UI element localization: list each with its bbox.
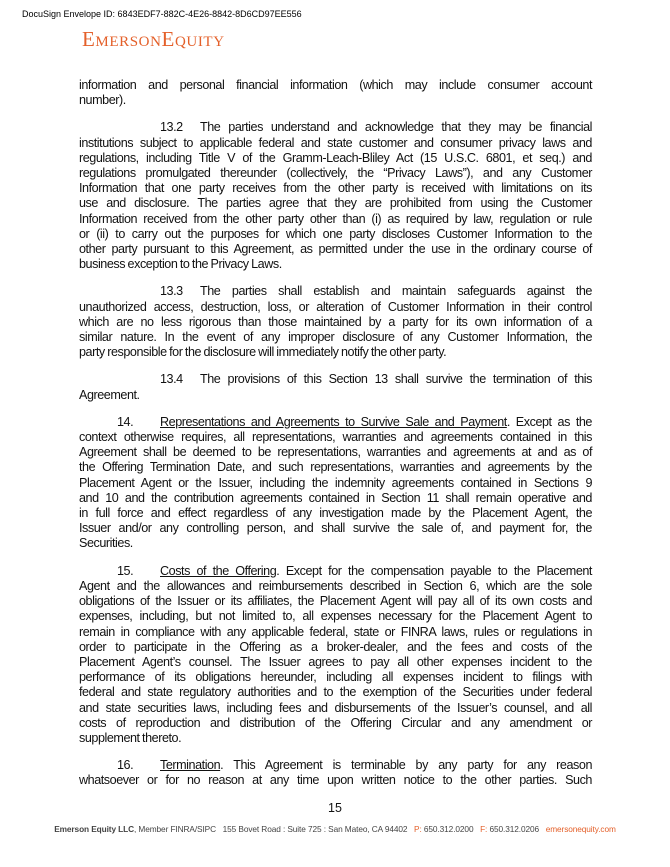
line-text: . Except for the compensation payable to the Placement: [276, 563, 592, 578]
docusign-envelope-id: DocuSign Envelope ID: 6843EDF7-882C-4E26-8842-8D6CD97EE556: [22, 9, 302, 19]
text-line: [79, 212, 592, 227]
text-line: [79, 731, 592, 746]
text-line: [79, 521, 592, 536]
line-text: which are no less rigorous than those maintained by a party for its own information of a: [79, 314, 592, 329]
text-line: [79, 372, 592, 387]
line-text: obligations of the Issuer or its affiliates, the Placement Agent will pay all of its own costs and: [79, 594, 592, 609]
text-line: [79, 166, 592, 181]
line-text: federal and state regulatory authorities and to the exemption of the Securities under federal: [79, 685, 592, 700]
line-text: context otherwise requires, all representations, warranties and agreements contained in this: [79, 430, 592, 445]
text-line: [79, 594, 592, 609]
line-text: Agreement shall be deemed to be representations, warranties and agreements at and as of: [79, 445, 592, 460]
line-text: party responsible for the disclosure will immediately notify the other party.: [79, 345, 447, 360]
line-text: . This Agreement is terminable by any party for any reason: [220, 758, 592, 773]
text-line: [79, 136, 592, 151]
section-number: 13.3: [160, 284, 183, 299]
line-text: unauthorized access, destruction, loss, or alteration of Customer Information in their control: [79, 299, 592, 314]
line-text: . Except as the: [506, 414, 592, 429]
line-text: Information that one party receives from the other party is received with limitations on its: [79, 181, 592, 196]
text-line: [79, 564, 592, 579]
footer-fax-label: F:: [480, 823, 488, 834]
line-text: in full force and effect regardless of any investigation made by the Placement Agent, the: [79, 506, 592, 521]
page-number: 15: [328, 800, 342, 815]
line-text: Agent and the allowances and reimbursements described in Section 6, which are the sole: [79, 578, 592, 593]
text-line: [79, 415, 592, 430]
line-text: use and disclosure. The parties agree that they are prohibited from using the Customer: [79, 196, 592, 211]
text-line: [79, 78, 592, 93]
section-13.4: [79, 372, 592, 402]
text-line: [79, 476, 592, 491]
text-line: [79, 242, 592, 257]
document-body: [79, 78, 592, 789]
text-line: [79, 579, 592, 594]
page-content: [0, 78, 670, 835]
line-text: and state securities laws, including fees and disbursements of the Issuer’s counsel, and all: [79, 700, 592, 715]
text-line: [79, 701, 592, 716]
text-line: [79, 284, 592, 299]
line-text: information and personal financial information (which may include consumer account: [79, 78, 592, 92]
line-text: regulations, including Title V of the Gramm-Leach-Bliley Act (15 U.S.C. 6801, et seq.) and: [79, 150, 592, 165]
text-line: [79, 655, 592, 670]
text-line: [79, 609, 592, 624]
section-number: 13.4: [160, 372, 183, 387]
text-line: [79, 758, 592, 773]
line-text: expenses, including, but not limited to, all expenses necessary for the Placement Agent to: [79, 609, 592, 624]
footer-website-link[interactable]: emersonequity.com: [545, 823, 616, 834]
text-line: [79, 625, 592, 640]
text-line: [79, 716, 592, 731]
line-text: and 10 and the contribution agreements contained in Section 11 shall remain operative and: [79, 490, 592, 505]
section-number: 16.: [117, 758, 134, 773]
section-14: [79, 415, 592, 552]
footer-phone-label: P:: [414, 823, 422, 834]
section-heading: Termination: [160, 758, 221, 773]
line-text: costs of reproduction and distribution of the Offering Circular and any amendment or: [79, 715, 592, 730]
section-13.2: [79, 120, 592, 272]
section-number: 14.: [117, 414, 134, 429]
text-line: [79, 93, 592, 108]
line-text: the Offering Termination Date, and such representations, warranties and agreements by the: [79, 460, 592, 475]
line-text: regulations promulgated thereunder (collectively, the “Privacy Laws”), and any Customer: [79, 166, 592, 181]
text-line: [79, 257, 592, 272]
footer-member: , Member FINRA/SIPC: [134, 823, 217, 834]
line-text: Securities.: [79, 536, 133, 551]
text-line: [79, 640, 592, 655]
line-text: institutions subject to applicable federal and state customer and consumer privacy laws and: [79, 135, 592, 150]
line-text: Agreement.: [79, 387, 140, 402]
text-line: [79, 151, 592, 166]
line-text: Issuer and/or any controlling person, and shall survive the sale of, and payment for, the: [79, 521, 592, 536]
line-text: or (ii) to carry out the purposes for which one party discloses Customer Information to the: [79, 226, 592, 241]
line-text: The parties understand and acknowledge that they may be financial: [200, 120, 592, 135]
line-text: order to participate in the Offering as a broker-dealer, and the fees and costs of the: [79, 639, 592, 654]
section-heading: Costs of the Offering: [160, 563, 277, 578]
line-text: The parties shall establish and maintain safeguards against the: [200, 284, 592, 299]
page-footer: [0, 824, 670, 835]
line-text: Information received from the other party other than (i) as required by law, regulation or rule: [79, 211, 592, 226]
line-text: Placement Agent or the Issuer, including the indemnity agreements contained in Sections 9: [79, 475, 592, 490]
text-line: [79, 181, 592, 196]
line-text: performance of its obligations hereunder, including all expenses incident to filings with: [79, 670, 592, 685]
text-line: [79, 491, 592, 506]
text-line: [79, 430, 592, 445]
text-line: [79, 227, 592, 242]
line-text: whatsoever or for no reason at any time upon written notice to the other parties. Such: [79, 773, 592, 788]
text-line: [79, 670, 592, 685]
footer-fax: 650.312.0206: [489, 823, 540, 834]
footer-phone: 650.312.0200: [423, 823, 474, 834]
section-number: 13.2: [160, 120, 183, 135]
text-line: [79, 685, 592, 700]
line-text: other party pursuant to this Agreement, as permitted under the use in the ordinary course of: [79, 242, 592, 257]
footer-company: Emerson Equity LLC: [54, 823, 134, 834]
text-line: [79, 315, 592, 330]
line-text: number).: [79, 93, 126, 108]
section-number: 15.: [117, 563, 134, 578]
text-line: [79, 506, 592, 521]
footer-address: 155 Bovet Road : Suite 725 : San Mateo, CA 94402: [222, 823, 408, 834]
line-text: remain in compliance with any applicable federal, state or FINRA laws, rules or regulations in: [79, 624, 592, 639]
line-text: Placement Agent’s counsel. The Issuer agrees to pay all other expenses incident to the: [79, 654, 592, 669]
section-15: [79, 564, 592, 746]
emerson-equity-logo: EmersonEquity: [82, 27, 225, 51]
line-text: business exception to the Privacy Laws.: [79, 257, 282, 272]
text-line: [79, 536, 592, 551]
text-line: [79, 460, 592, 475]
text-line: [79, 773, 592, 788]
line-text: supplement thereto.: [79, 730, 182, 745]
line-text: similar nature. In the event of any improper disclosure of any Customer Information, the: [79, 330, 592, 345]
text-line: [79, 196, 592, 211]
text-line: [79, 330, 592, 345]
section-13.3: [79, 284, 592, 360]
text-line: [79, 120, 592, 135]
text-line: [79, 445, 592, 460]
line-text: The provisions of this Section 13 shall survive the termination of this: [200, 372, 592, 387]
text-line: [79, 388, 592, 403]
text-line: [79, 345, 592, 360]
paragraph-continuation: [79, 78, 592, 108]
section-16: [79, 758, 592, 788]
section-heading: Representations and Agreements to Survive Sale and Payment: [160, 414, 507, 429]
text-line: [79, 300, 592, 315]
